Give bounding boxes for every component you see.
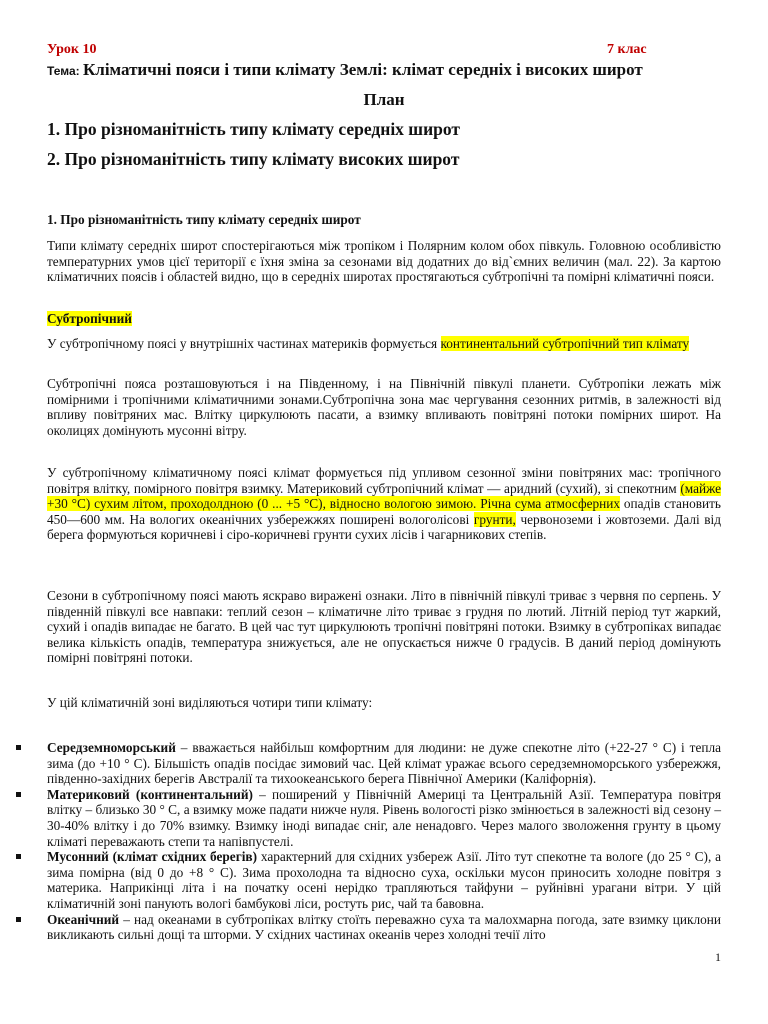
climate-highlight: (майже +30 °С) сухим літом, проходолдною (0 ... +5 °С), відносно вологою зимою. Річна сума атмосферних (47, 480, 721, 512)
plan-item-1: 1. Про різноманітність типу клімату середніх широт (47, 119, 461, 139)
climate-type-text: – вважається найбільш комфортним для людини: не дуже спекотне літо (+22-27 ° С) і тепла зима (до +10 ° С). Більшість опадів посідає зимовий час. Цей клімат уражає всього середземноморського узбережжя, південно-західних берегів Австралії та тихоокеанського берега Північної Америки (Каліфорнія). (47, 740, 721, 787)
lesson-header (47, 42, 687, 60)
intro-paragraph: Типи клімату середніх широт спостерігаються між тропіком і Полярним колом обох півкуль. Головною особливістю температурних умов цієї території є їхня зміна за сезонами від додатних до від`ємних величин (мал. 22). За картою кліматичних поясів і областей видно, що в середніх широтах простягаються субтропічні та помірні кліматичні пояси. (47, 238, 721, 285)
section-heading: 1. Про різноманітність типу клімату середніх широт (47, 212, 361, 227)
paragraph-location: Субтропічні пояса розташовуються і на Південному, і на Північній півкулі планети. Субтропіки лежать між помірними і тропічними кліматичними зонами.Субтропічна зона має чергування сезонних ритмів, в залежності від впливу повітряних мас. Влітку циркулюють пасати, а взимку впливають повітряні потоки помірних широт. На околицях домінують мусонні вітру. (47, 376, 721, 438)
plan-title: План (363, 90, 405, 109)
plan-item-2: 2. Про різноманітність типу клімату високих широт (47, 149, 460, 169)
topic-line (47, 62, 727, 80)
air-masses-text-a: У субтропічному кліматичному поясі клімат формується під упливом сезонної зміни повітряних мас: тропічного повітря влітку, помірного повітря взимку. Материковий субтропічний клімат — аридний (сухий), зі спекотним (47, 465, 721, 496)
list-item (0, 912, 721, 943)
bullet-icon (16, 854, 21, 859)
bullet-icon (16, 792, 21, 797)
topic-title: Кліматичні пояси і типи клімату Землі: клімат середніх і високих широт (82, 60, 643, 79)
air-masses-text-b: опадів становить 450—600 мм. На вологих океанічних узбережжях поширені вологолісові (47, 496, 721, 527)
air-masses-text-c: червоноземи і жовтоземи. Далі від берега формуються коричневі і сіро-коричневі грунти сухих лісів і чагарникових степів. (47, 511, 721, 543)
paragraph-seasons: Сезони в субтропічному поясі мають яскраво виражені ознаки. Літо в північній півкулі триває з червня по серпень. У південній півкулі все навпаки: теплий сезон – кліматичне літо триває з грудня по лютий. Літній період тут жаркий, сухий і опадів випадає не багато. В цей час тут циркулюють тропічні повітряні потоки. Взимку в субтропіках випадає велика кількість опадів, температура знижується, але не опускається нижче 0 градусів. В даний період домінують помірні повітряні потоки. (47, 588, 721, 666)
list-item (0, 740, 721, 787)
climate-types-list (0, 740, 768, 943)
climate-type-text: характерний для східних узбереж Азії. Літо тут спекотне та вологе (до 25 ° С), а зима помірна (від 0 до +8 ° С). Зима прохолодна та відносно суха, оскільки мусон приносить холодне повітря з материка. Наприкінці літа і на початку осені нерідко трапляються тайфуни – руйнівні урагани вітри. У цій кліматичній зоні панують вологі бамбукові ліси, ростуть рис, чай та бавовна. (47, 849, 721, 911)
list-item (0, 787, 721, 849)
continental-highlight: континентальний субтропічний тип клімату (440, 336, 690, 351)
climate-type-term: Середземноморський (47, 740, 176, 755)
subtropical-heading-text: Субтропічний (47, 311, 132, 326)
soils-highlight: грунти, (473, 511, 516, 527)
subtropical-heading (47, 311, 132, 327)
paragraph-continental-text: У субтропічному поясі у внутрішніх частинах материків формується (47, 336, 441, 351)
paragraph-continental (47, 336, 721, 352)
paragraph-air-masses (47, 465, 721, 543)
bullet-icon (16, 745, 21, 750)
list-item (0, 849, 721, 911)
climate-type-term: Океанічний (47, 911, 120, 927)
page-number: 1 (715, 950, 721, 964)
climate-type-term: Мусонний (клімат східних берегів) (47, 849, 258, 865)
climate-type-text: – поширений у Північній Америці та Центральній Азії. Температура повітря влітку – близько 30 ° С, а взимку може падати нижче нуля. Рівень вологості різко змінюється в залежності від сезону – 30-40% влітку і до 70% взимку. Взимку іноді випадає сніг, але ненадовго. Через малого зволоження грунту в цьому кліматі переважають степи та напівпустелі. (47, 786, 721, 849)
climate-type-term: Материковий (континентальний) (47, 786, 253, 802)
topic-label: Тема: (47, 64, 80, 78)
grade-label: 7 клас (607, 42, 647, 57)
lesson-number: Урок 10 (47, 42, 97, 57)
climate-type-text: – над океанами в субтропіках влітку стоїть переважно суха та малохмарна погода, зате взимку циклони викликають сильні дощі та шторми. У східних частинах океанів через холодні течії літо (47, 911, 721, 943)
bullet-icon (16, 917, 21, 922)
paragraph-four-types: У цій кліматичній зоні виділяються чотири типи клімату: (47, 695, 373, 710)
